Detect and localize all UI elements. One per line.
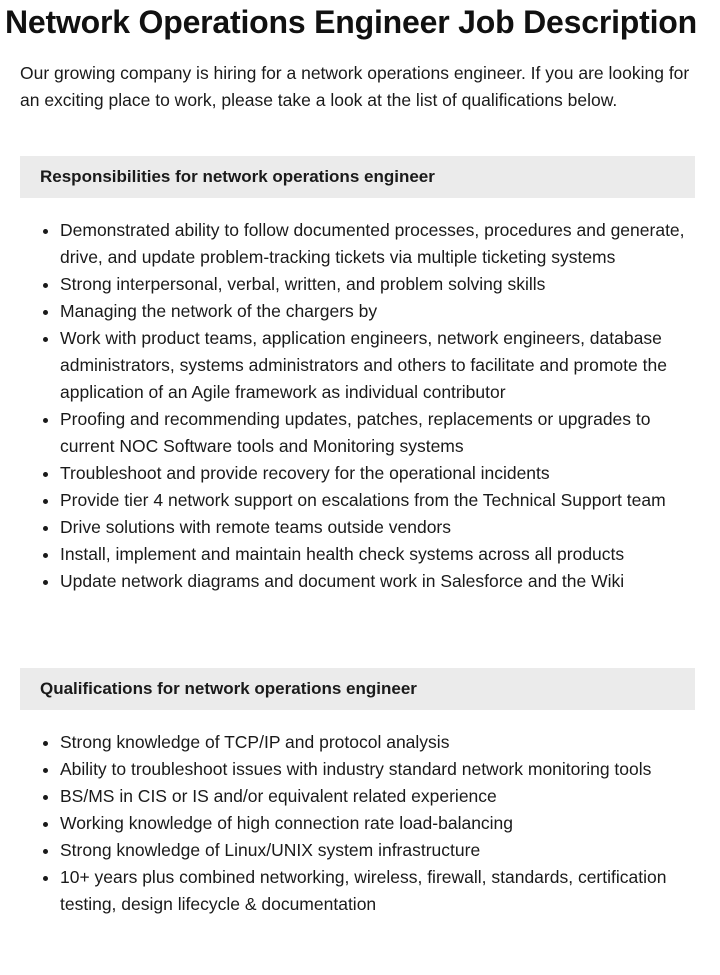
list-item: • Ability to troubleshoot issues with industry standard network monitoring tools xyxy=(60,756,695,783)
list-item: • Strong knowledge of TCP/IP and protocol analysis xyxy=(60,729,695,756)
list-item: • Provide tier 4 network support on escalations from the Technical Support team xyxy=(60,487,695,514)
list-item: • Work with product teams, application engineers, network engineers, database administrators, systems administrators and others to facilitate and promote the application of an Agile framework as individual contributor xyxy=(60,325,695,406)
list-item: • Troubleshoot and provide recovery for the operational incidents xyxy=(60,460,695,487)
list-item: • Install, implement and maintain health check systems across all products xyxy=(60,541,695,568)
list-item: • 10+ years plus combined networking, wireless, firewall, standards, certification testing, design lifecycle & documentation xyxy=(60,864,695,918)
qualifications-list xyxy=(20,729,695,918)
page-title: Network Operations Engineer Job Description xyxy=(5,4,697,40)
list-item: • BS/MS in CIS or IS and/or equivalent related experience xyxy=(60,783,695,810)
list-item: • Demonstrated ability to follow documented processes, procedures and generate, drive, and update problem-tracking tickets via multiple ticketing systems xyxy=(60,217,695,271)
list-item: • Update network diagrams and document work in Salesforce and the Wiki xyxy=(60,568,695,595)
responsibilities-heading: Responsibilities for network operations engineer xyxy=(20,156,695,198)
list-item: • Proofing and recommending updates, patches, replacements or upgrades to current NOC Software tools and Monitoring systems xyxy=(60,406,695,460)
list-item: • Strong interpersonal, verbal, written, and problem solving skills xyxy=(60,271,695,298)
list-item: • Drive solutions with remote teams outside vendors xyxy=(60,514,695,541)
list-item: • Managing the network of the chargers by xyxy=(60,298,695,325)
intro-paragraph: Our growing company is hiring for a network operations engineer. If you are looking for an exciting place to work, please take a look at the list of qualifications below. xyxy=(20,63,690,110)
list-item: • Working knowledge of high connection rate load-balancing xyxy=(60,810,695,837)
qualifications-heading: Qualifications for network operations engineer xyxy=(20,668,695,710)
responsibilities-list xyxy=(20,217,695,595)
list-item: • Strong knowledge of Linux/UNIX system infrastructure xyxy=(60,837,695,864)
